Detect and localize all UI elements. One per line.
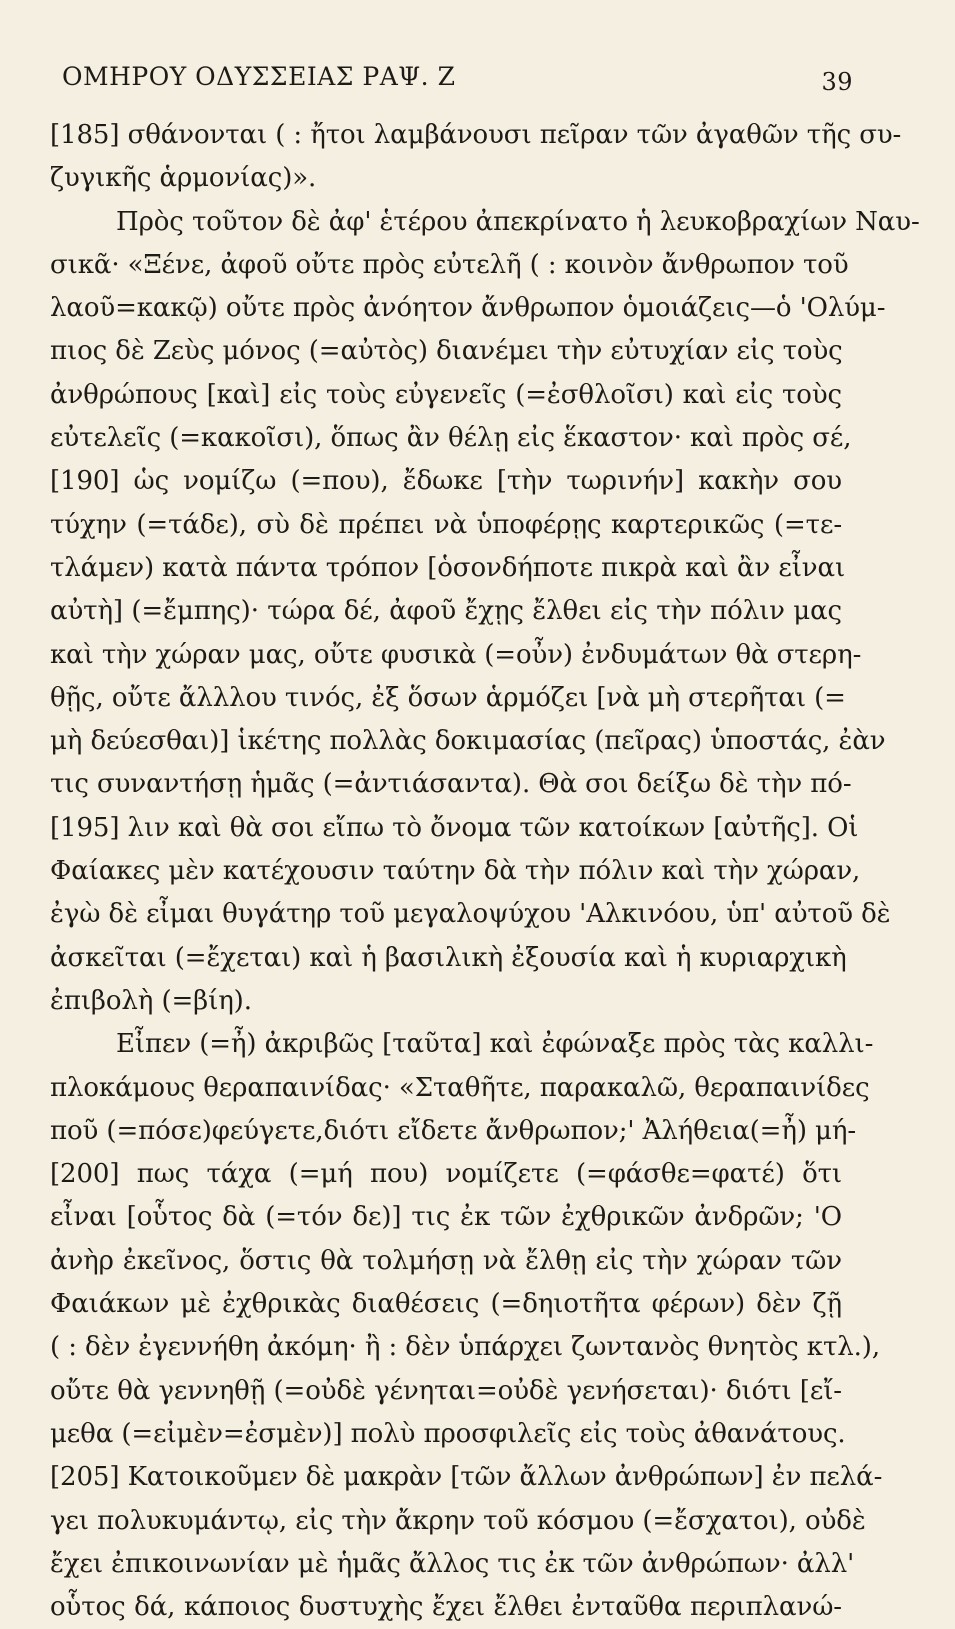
text-line: ἐπιβολὴ (=βίη). [50,985,252,1016]
text-line: καὶ τὴν χώραν μας, οὔτε φυσικὰ (=οὖν) ἐνδυμάτων θὰ στερη- [50,639,862,670]
text-line: λαοῦ=κακῷ) οὔτε πρὸς ἀνόητον ἄνθρωπον ὁμοιάζεις—ὁ 'Ολύμ- [50,293,886,324]
text-line: ζυγικῆς ἁρμονίας)». [50,163,317,194]
text-line: γει πολυκυμάντῳ, εἰς τὴν ἄκρην τοῦ κόσμου (=ἔσχατοι), οὐδὲ [50,1505,866,1536]
text-line: Πρὸς τοῦτον δὲ ἀφ' ἑτέρου ἀπεκρίνατο ἡ λευκοβραχίων Ναυ- [116,206,920,237]
text-line: πιος δὲ Ζεὺς μόνος (=αὐτὸς) διανέμει τὴν εὐτυχίαν εἰς τοὺς [50,336,843,367]
text-line: ἐγὼ δὲ εἶμαι θυγάτηρ τοῦ μεγαλοψύχου 'Αλκινόου, ὑπ' αὐτοῦ δὲ [50,899,891,930]
text-line: τις συναντήσῃ ἡμᾶς (=ἀντιάσαντα). Θὰ σοι δείξω δὲ τὴν πό- [50,769,852,800]
text-line: ἔχει ἐπικοινωνίαν μὲ ἡμᾶς ἄλλος τις ἐκ τῶν ἀνθρώπων· ἀλλ' [50,1548,855,1579]
text-line: ἀνθρώπους [καὶ] εἰς τοὺς εὐγενεῖς (=ἐσθλοῖσι) καὶ εἰς τοὺς [50,379,842,410]
text-line: ( : δὲν ἐγεννήθη ἀκόμη· ἢ : δὲν ὑπάρχει ζωντανὸς θνητὸς κτλ.), [50,1332,880,1363]
running-header [62,62,853,102]
text-line: Φαίακες μὲν κατέχουσιν ταύτην δὰ τὴν πόλιν καὶ τὴν χώραν, [50,856,861,887]
text-line: μὴ δεύεσθαι)] ἱκέτης πολλὰς δοκιμασίας (πεῖρας) ὑποστάς, ἐὰν [50,726,886,757]
text-line: ἀσκεῖται (=ἔχεται) καὶ ἡ βασιλικὴ ἐξουσία καὶ ἡ κυριαρχικὴ [50,942,847,973]
page-number: 39 [821,68,853,96]
text-line: ἀνὴρ ἐκεῖνος, ὅστις θὰ τολμήσῃ νὰ ἔλθῃ εἰς τὴν χώραν τῶν [50,1245,842,1276]
text-line: [190] ὡς νομίζω (=που), ἔδωκε [τὴν τωρινήν] κακὴν σου [50,466,842,497]
text-line: οὗτος δά, κάποιος δυστυχὴς ἔχει ἔλθει ἐνταῦθα περιπλανώ- [50,1592,842,1623]
text-line: [195] λιν καὶ θὰ σοι εἴπω τὸ ὄνομα τῶν κατοίκων [αὐτῆς]. Οἱ [50,812,859,843]
text-line: μεθα (=εἰμὲν=ἐσμὲν)] πολὺ προσφιλεῖς εἰς τοὺς ἀθανάτους. [50,1418,846,1449]
text-line: εἶναι [οὗτος δὰ (=τόν δε)] τις ἐκ τῶν ἐχθρικῶν ἀνδρῶν; 'Ο [50,1202,842,1233]
text-line: Φαιάκων μὲ ἐχθρικὰς διαθέσεις (=δηιοτῆτα φέρων) δὲν ζῇ [50,1289,842,1320]
text-line: αὐτὴ] (=ἔμπης)· τώρα δέ, ἀφοῦ ἔχῃς ἔλθει εἰς τὴν πόλιν μας [50,596,842,627]
text-line: θῇς, οὔτε ἄλλλου τινός, ἐξ ὅσων ἁρμόζει [νὰ μὴ στερῆται (= [50,682,846,713]
text-line: [185] σθάνονται ( : ἤτοι λαμβάνουσι πεῖραν τῶν ἀγαθῶν τῆς συ- [50,120,902,150]
text-line: οὔτε θὰ γεννηθῇ (=οὐδὲ γένηται=οὐδὲ γενήσεται)· διότι [εἴ- [50,1375,842,1406]
text-line: εὐτελεῖς (=κακοῖσι), ὅπως ἂν θέλῃ εἰς ἕκαστον· καὶ πρὸς σέ, [50,423,852,454]
text-line: ποῦ (=πόσε)φεύγετε,διότι εἴδετε ἄνθρωπον;' Ἀλήθεια(=ἦ) μή- [50,1115,857,1146]
body-text [50,114,920,1629]
text-line: σικᾶ· «Ξένε, ἀφοῦ οὔτε πρὸς εὐτελῆ ( : κοινὸν ἄνθρωπον τοῦ [50,249,849,280]
text-line: τύχην (=τάδε), σὺ δὲ πρέπει νὰ ὑποφέρῃς καρτερικῶς (=τε- [50,509,842,540]
text-line: πλοκάμους θεραπαινίδας· «Σταθῆτε, παρακαλῶ, θεραπαινίδες [50,1072,870,1103]
text-line: Εἶπεν (=ἦ) ἀκριβῶς [ταῦτα] καὶ ἐφώναξε πρὸς τὰς καλλι- [116,1029,874,1060]
text-line: [200] πως τάχα (=μή που) νομίζετε (=φάσθε=φατέ) ὅτι [50,1159,842,1190]
text-line: τλάμεν) κατὰ πάντα τρόπον [ὁσονδήποτε πικρὰ καὶ ἂν εἶναι [50,552,846,583]
text-line: [205] Κατοικοῦμεν δὲ μακρὰν [τῶν ἄλλων ἀνθρώπων] ἐν πελά- [50,1462,883,1493]
running-title: ΟΜΗΡΟΥ ΟΔΥΣΣΕΙΑΣ ΡΑΨ. Ζ [62,62,456,91]
